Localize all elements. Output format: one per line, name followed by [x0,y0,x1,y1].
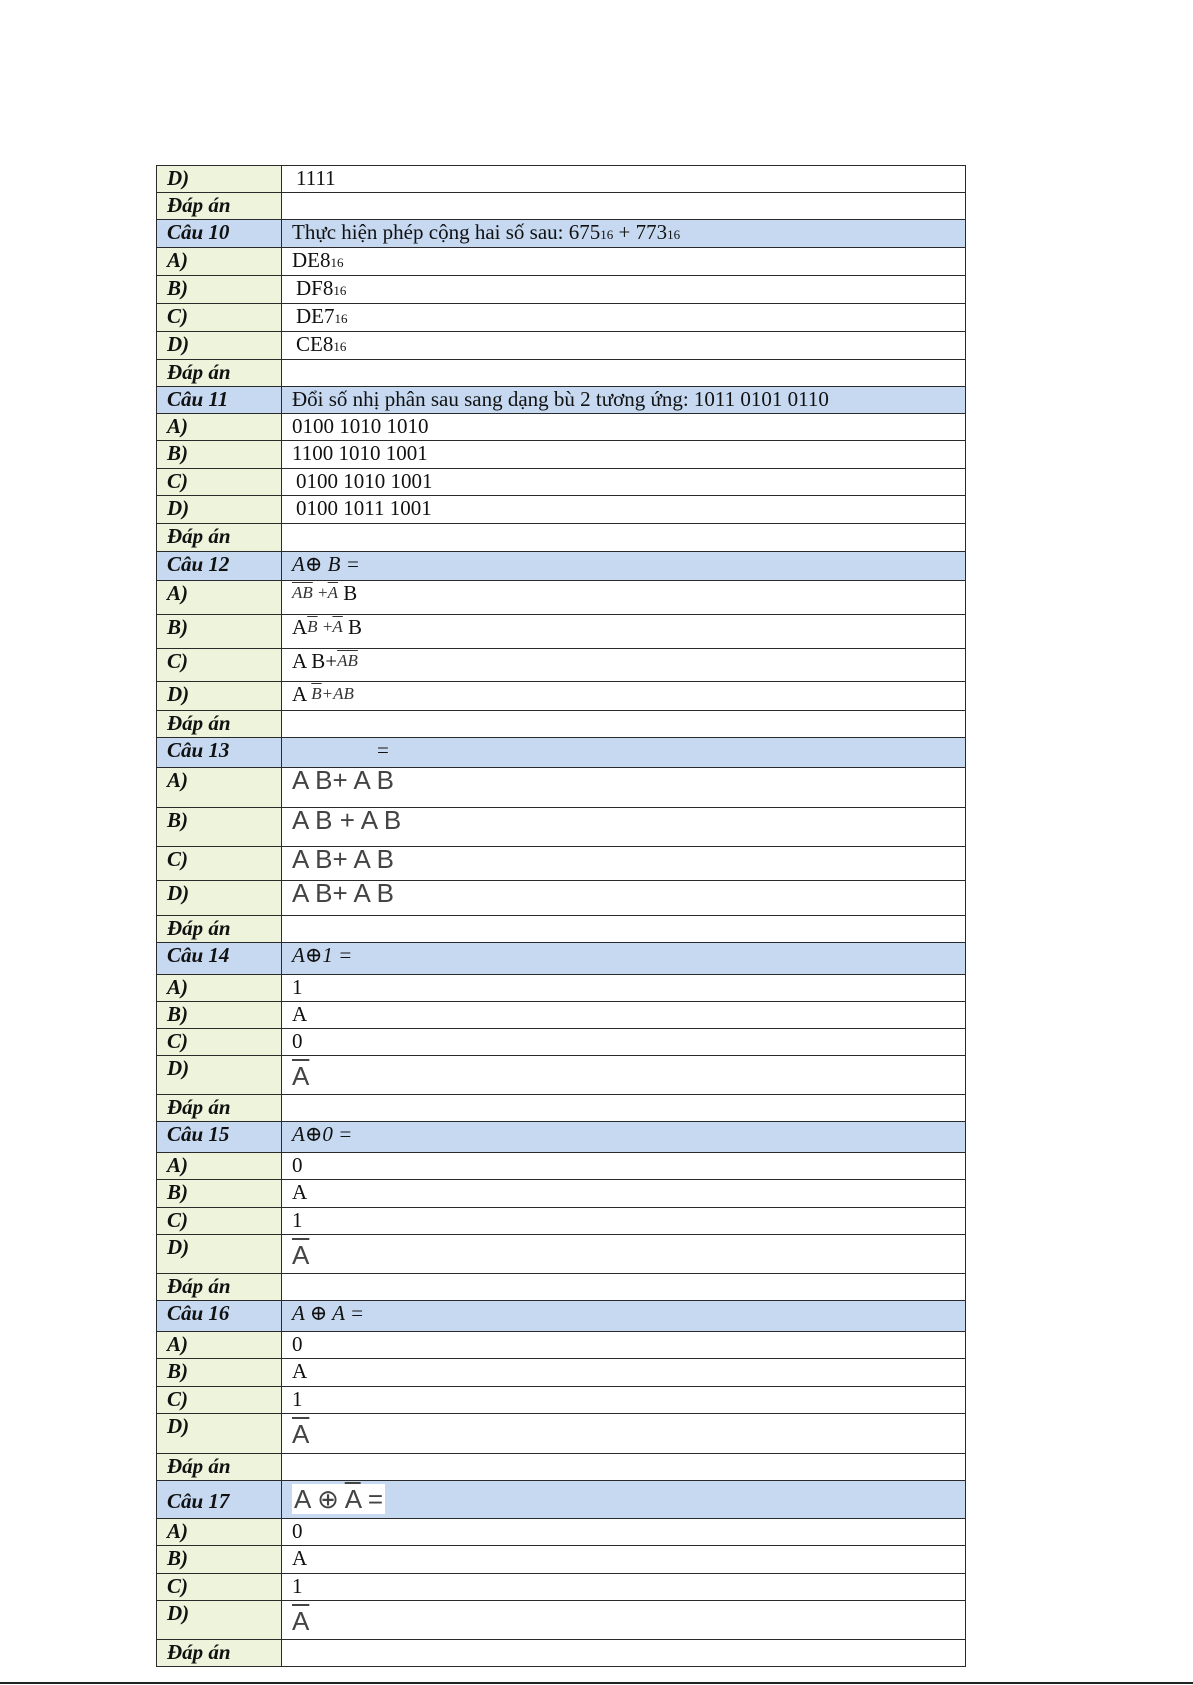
question-text: A⊕ B = [282,552,966,581]
option-value: 1 [282,1208,966,1235]
answer-cell[interactable] [282,1274,966,1301]
option-value: $\overline{A}$ [282,1601,966,1640]
option-formula: A $\overline{B}+ \overline{A}$ B [282,768,966,808]
option-label: D) [157,1235,282,1274]
answer-cell[interactable] [282,916,966,943]
answer-cell[interactable] [282,1454,966,1481]
option-label: D) [157,496,282,524]
option-label: B) [157,1180,282,1208]
answer-cell[interactable] [282,360,966,387]
option-label: A) [157,414,282,441]
option-label: C) [157,1387,282,1414]
option-label: B) [157,276,282,304]
question-number: Câu 12 [157,552,282,581]
option-label: C) [157,649,282,682]
answer-cell[interactable] [282,1640,966,1667]
option-value: 0 [282,1153,966,1180]
option-label: A) [157,768,282,808]
page-bottom-rule [0,1682,1193,1684]
question-number: Câu 14 [157,943,282,975]
option-label: D) [157,881,282,916]
option-label: D) [157,1601,282,1640]
option-label: A) [157,975,282,1002]
option-value: $\overline{A}$ [282,1235,966,1274]
option-label: B) [157,1359,282,1387]
question-text: Đổi số nhị phân sau sang dạng bù 2 tương ứng: 1011 0101 0110 [282,387,966,414]
option-value: 0 [282,1519,966,1546]
answer-cell[interactable] [282,524,966,552]
option-label: D) [157,1056,282,1095]
option-label: B) [157,1002,282,1029]
option-value: 0 [282,1029,966,1056]
option-value: 1 [282,975,966,1002]
option-formula: A $\overline{B} + \overline{A}$ $\overline{B}$ [282,808,966,847]
option-value: CE816 [282,332,966,360]
option-formula: A $^{\overline{B}+AB}$ [282,682,966,711]
question-text: A ⊕ $\overline{A}$ = [282,1481,966,1519]
option-value: 0 [282,1332,966,1359]
option-value: DE716 [282,304,966,332]
answer-label: Đáp án [157,1454,282,1481]
question-text: = [282,738,966,768]
answer-label: Đáp án [157,1274,282,1301]
option-formula: A B+ A B [282,881,966,916]
option-label: C) [157,469,282,496]
question-number: Câu 13 [157,738,282,768]
option-value: $\overline{A}$ [282,1056,966,1095]
option-label: A) [157,1519,282,1546]
option-formula: A $\overline{B}+ \overline{A}$ $\overline{B}$ [282,847,966,881]
question-text: Thực hiện phép cộng hai số sau: 67516 + 77316 [282,220,966,248]
question-text: A⊕0 = [282,1122,966,1153]
option-value: 1100 1010 1001 [282,441,966,469]
question-number: Câu 11 [157,387,282,414]
option-value: 1 [282,1387,966,1414]
option-label: D) [157,166,282,193]
option-value: 0100 1010 1001 [282,469,966,496]
option-label: B) [157,615,282,649]
question-number: Câu 10 [157,220,282,248]
answer-label: Đáp án [157,916,282,943]
answer-label: Đáp án [157,524,282,552]
option-value: 0100 1011 1001 [282,496,966,524]
option-label: A) [157,1332,282,1359]
option-label: B) [157,441,282,469]
answer-label: Đáp án [157,193,282,220]
option-label: D) [157,682,282,711]
option-value: DF816 [282,276,966,304]
option-label: C) [157,847,282,881]
option-label: B) [157,1546,282,1574]
option-value: A [282,1180,966,1208]
option-label: C) [157,1574,282,1601]
option-label: D) [157,1414,282,1454]
question-text: A ⊕ A = [282,1301,966,1332]
option-label: C) [157,1208,282,1235]
option-value: 0100 1010 1010 [282,414,966,441]
answer-cell[interactable] [282,193,966,220]
option-value: DE816 [282,248,966,276]
question-number: Câu 17 [157,1481,282,1519]
option-label: A) [157,1153,282,1180]
option-value: A [282,1546,966,1574]
question-text: A⊕1 = [282,943,966,975]
question-number: Câu 16 [157,1301,282,1332]
option-value: A [282,1359,966,1387]
answer-label: Đáp án [157,711,282,738]
option-label: B) [157,808,282,847]
option-label: A) [157,581,282,615]
option-label: A) [157,248,282,276]
option-formula: A B+$^{\overline{AB}}$ [282,649,966,682]
formula-term: AB [292,583,313,602]
option-formula: $^{\overline{AB}}$ $^{+\overline{A}}$ B [282,581,966,615]
option-label: C) [157,1029,282,1056]
question-number: Câu 15 [157,1122,282,1153]
option-formula: $A^{\overline{B}}$ $^{+\overline{A}}$ B [282,615,966,649]
question-table [156,165,966,1667]
answer-label: Đáp án [157,360,282,387]
option-value: $\overline{A}$ [282,1414,966,1454]
option-label: C) [157,304,282,332]
answer-label: Đáp án [157,1095,282,1122]
option-value: A [282,1002,966,1029]
answer-cell[interactable] [282,1095,966,1122]
answer-cell[interactable] [282,711,966,738]
option-label: D) [157,332,282,360]
option-value: 1111 [282,166,966,193]
answer-label: Đáp án [157,1640,282,1667]
option-value: 1 [282,1574,966,1601]
